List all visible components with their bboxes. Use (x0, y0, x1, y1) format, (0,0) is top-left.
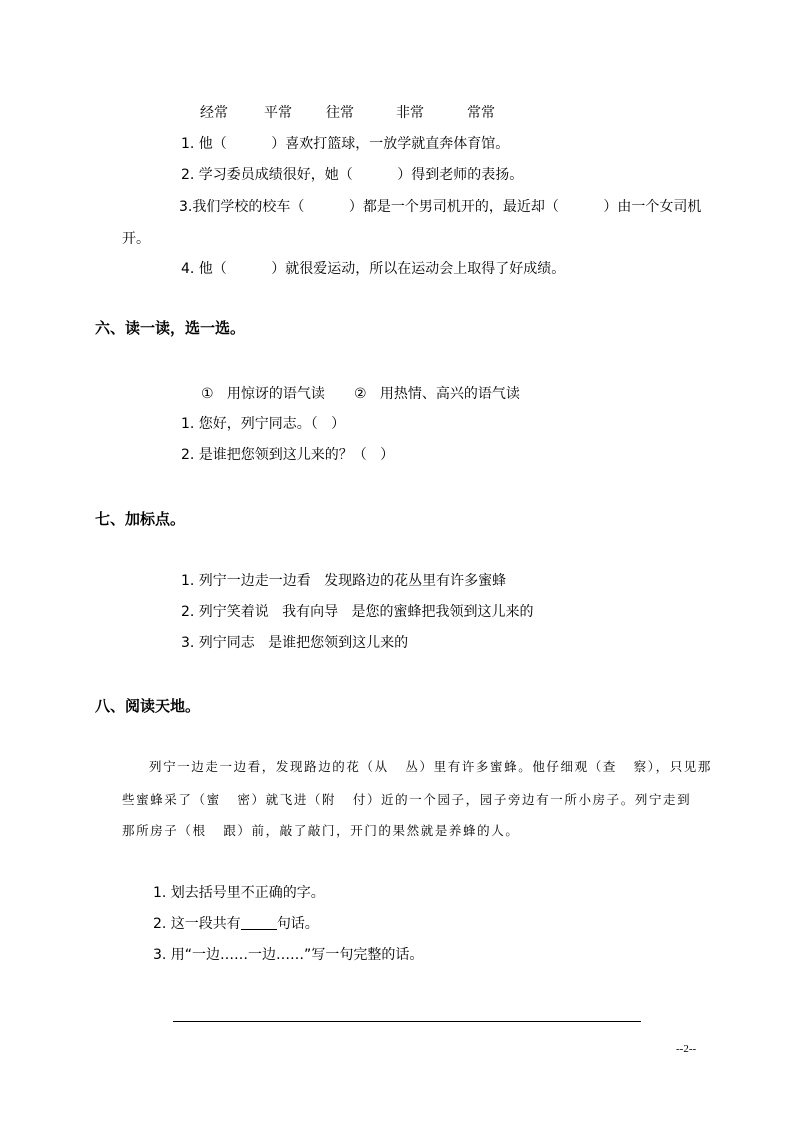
reading-option-1: ① 用惊讶的语气读 (201, 386, 325, 402)
fill-question-4: 4. 他（ ）就很爱运动，所以在运动会上取得了好成绩。 (181, 261, 566, 277)
word-bank-item: 经常 (200, 105, 228, 121)
fill-question-3: 3.我们学校的校车（ ）都是一个男司机开的，最近却（ ）由一个女司机 (179, 199, 702, 215)
reading-question-3: 3. 用“一边……一边……”写一句完整的话。 (153, 947, 424, 963)
section-heading-7: 七、加标点。 (95, 510, 186, 528)
punctuation-question-1: 1. 列宁一边走一边看 发现路边的花丛里有许多蜜蜂 (181, 573, 507, 589)
reading-question-2 (153, 915, 319, 933)
answer-line[interactable] (173, 1021, 641, 1022)
punctuation-question-3: 3. 列宁同志 是谁把您领到这儿来的 (181, 635, 409, 651)
choice-question-2: 2. 是谁把您领到这儿来的？（ ） (181, 447, 395, 463)
section-heading-6: 六、读一读，选一选。 (95, 319, 246, 337)
passage-line: 列宁一边走一边看，发现路边的花（从 丛）里有许多蜜蜂。他仔细观（查 察），只见那 (149, 759, 712, 774)
passage-line: 那所房子（根 跟）前，敲了敲门，开门的果然就是养蜂的人。 (122, 823, 520, 838)
word-bank-item: 往常 (326, 105, 354, 121)
reading-question-2-prefix: 2. 这一段共有 (153, 916, 241, 932)
punctuation-question-2: 2. 列宁笑着说 我有向导 是您的蜜蜂把我领到这儿来的 (181, 604, 534, 620)
choice-question-1: 1. 您好，列宁同志。（ ） (181, 416, 346, 432)
fill-question-1: 1. 他（ ）喜欢打篮球，一放学就直奔体育馆。 (181, 136, 510, 152)
passage-line: 些蜜蜂采了（蜜 密）就飞进（附 付）近的一个园子，园子旁边有一所小房子。列宁走到 (122, 792, 692, 807)
section-heading-8: 八、阅读天地。 (95, 697, 201, 715)
fill-question-2: 2. 学习委员成绩很好，她（ ）得到老师的表扬。 (181, 167, 524, 183)
word-bank-item: 平常 (264, 105, 292, 121)
reading-question-1: 1. 划去括号里不正确的字。 (153, 885, 325, 901)
word-bank-item: 常常 (467, 105, 495, 121)
reading-question-2-suffix: 句话。 (276, 916, 319, 932)
answer-blank[interactable] (241, 915, 277, 930)
word-bank-item: 非常 (396, 105, 424, 121)
page-number: --2-- (676, 1043, 697, 1055)
fill-question-3-continued: 开。 (122, 231, 150, 247)
reading-option-2: ② 用热情、高兴的语气读 (354, 386, 520, 402)
